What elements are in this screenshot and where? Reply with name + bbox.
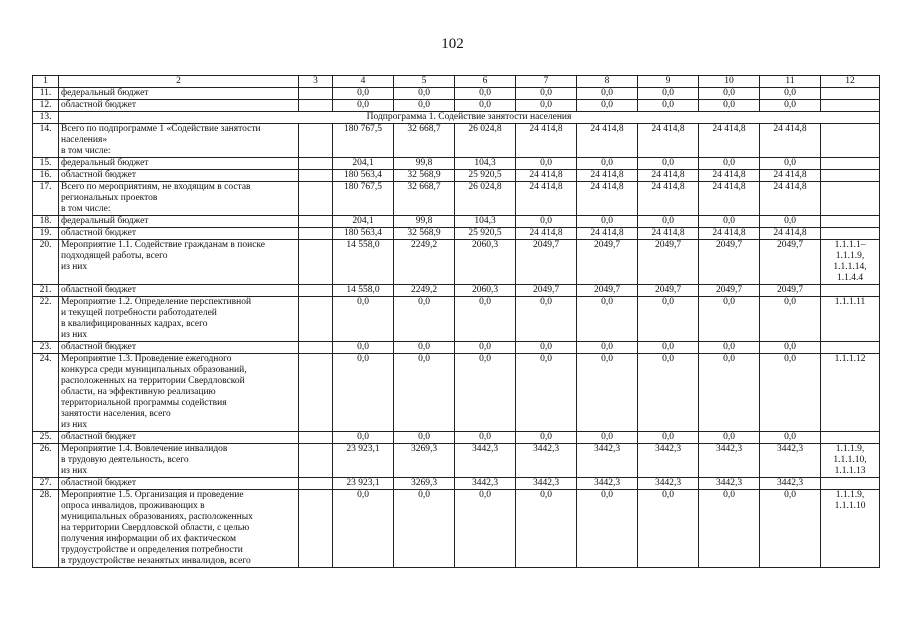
value-cell: 0,0 [760, 88, 821, 100]
row-number: 18. [33, 216, 59, 228]
row-number: 15. [33, 158, 59, 170]
target-code-cell: 1.1.1.9, 1.1.1.10, 1.1.1.13 [821, 444, 880, 478]
row-description: Мероприятие 1.5. Организация и проведение опроса инвалидов, проживающих в муниципальных образованиях, расположенных на территории Свердловской области, с целью получения информации об их фактическом трудоустройстве и определения потребности в трудоустройстве незанятых инвалидов, всего [59, 490, 299, 568]
value-cell: 0,0 [455, 432, 516, 444]
value-cell: 0,0 [516, 354, 577, 432]
row-number: 24. [33, 354, 59, 432]
value-cell: 104,3 [455, 216, 516, 228]
value-cell: 0,0 [638, 158, 699, 170]
value-cell: 3442,3 [455, 478, 516, 490]
value-cell: 0,0 [455, 354, 516, 432]
column-3-cell [299, 342, 333, 354]
value-cell: 2249,2 [394, 285, 455, 297]
value-cell: 0,0 [638, 342, 699, 354]
value-cell: 24 414,8 [699, 228, 760, 240]
column-3-cell [299, 170, 333, 182]
row-description: областной бюджет [59, 100, 299, 112]
value-cell: 0,0 [760, 216, 821, 228]
value-cell: 24 414,8 [638, 228, 699, 240]
value-cell: 0,0 [455, 88, 516, 100]
value-cell: 104,3 [455, 158, 516, 170]
subprogram-title: Подпрограмма 1. Содействие занятости населения [59, 112, 880, 124]
row-description: областной бюджет [59, 432, 299, 444]
value-cell: 0,0 [577, 354, 638, 432]
value-cell: 0,0 [638, 490, 699, 568]
row-number: 25. [33, 432, 59, 444]
value-cell: 2049,7 [577, 285, 638, 297]
value-cell: 0,0 [638, 432, 699, 444]
row-description: федеральный бюджет [59, 216, 299, 228]
value-cell: 3269,3 [394, 444, 455, 478]
value-cell: 0,0 [699, 297, 760, 342]
table-row [33, 240, 880, 285]
value-cell: 2060,3 [455, 240, 516, 285]
value-cell: 0,0 [394, 297, 455, 342]
value-cell: 0,0 [394, 342, 455, 354]
value-cell: 0,0 [577, 100, 638, 112]
value-cell: 2049,7 [638, 285, 699, 297]
value-cell: 24 414,8 [760, 182, 821, 216]
target-code-cell [821, 158, 880, 170]
row-number: 17. [33, 182, 59, 216]
value-cell: 2049,7 [516, 240, 577, 285]
value-cell: 0,0 [699, 88, 760, 100]
target-code-cell [821, 432, 880, 444]
row-number: 26. [33, 444, 59, 478]
column-3-cell [299, 432, 333, 444]
value-cell: 24 414,8 [516, 228, 577, 240]
column-3-cell [299, 100, 333, 112]
value-cell: 3442,3 [516, 444, 577, 478]
value-cell: 0,0 [638, 354, 699, 432]
column-3-cell [299, 297, 333, 342]
value-cell: 0,0 [333, 100, 394, 112]
table-row [33, 490, 880, 568]
value-cell: 14 558,0 [333, 285, 394, 297]
value-cell: 0,0 [699, 354, 760, 432]
target-code-cell [821, 228, 880, 240]
value-cell: 0,0 [577, 432, 638, 444]
row-description: федеральный бюджет [59, 158, 299, 170]
row-description: областной бюджет [59, 285, 299, 297]
value-cell: 0,0 [516, 158, 577, 170]
value-cell: 0,0 [516, 216, 577, 228]
table-row [33, 432, 880, 444]
value-cell: 0,0 [699, 490, 760, 568]
column-3-cell [299, 240, 333, 285]
value-cell: 180 563,4 [333, 228, 394, 240]
table-row [33, 285, 880, 297]
column-header: 9 [638, 76, 699, 88]
column-header: 8 [577, 76, 638, 88]
value-cell: 0,0 [699, 158, 760, 170]
row-number: 20. [33, 240, 59, 285]
page-number: 102 [441, 36, 464, 52]
value-cell: 3442,3 [638, 478, 699, 490]
value-cell: 0,0 [638, 297, 699, 342]
column-header: 5 [394, 76, 455, 88]
table-row [33, 100, 880, 112]
column-3-cell [299, 88, 333, 100]
value-cell: 32 668,7 [394, 182, 455, 216]
value-cell: 3442,3 [577, 444, 638, 478]
row-number: 12. [33, 100, 59, 112]
value-cell: 2049,7 [577, 240, 638, 285]
value-cell: 0,0 [760, 490, 821, 568]
value-cell: 24 414,8 [638, 182, 699, 216]
value-cell: 24 414,8 [577, 228, 638, 240]
target-code-cell [821, 100, 880, 112]
value-cell: 0,0 [577, 216, 638, 228]
column-3-cell [299, 216, 333, 228]
value-cell: 0,0 [638, 216, 699, 228]
row-description: Всего по мероприятиям, не входящим в состав региональных проектов в том числе: [59, 182, 299, 216]
value-cell: 0,0 [760, 432, 821, 444]
value-cell: 0,0 [577, 490, 638, 568]
value-cell: 0,0 [577, 297, 638, 342]
target-code-cell [821, 478, 880, 490]
row-number: 28. [33, 490, 59, 568]
value-cell: 24 414,8 [699, 170, 760, 182]
target-code-cell: 1.1.1.11 [821, 297, 880, 342]
value-cell: 24 414,8 [577, 124, 638, 158]
row-number: 23. [33, 342, 59, 354]
value-cell: 0,0 [699, 342, 760, 354]
column-3-cell [299, 354, 333, 432]
value-cell: 2049,7 [699, 240, 760, 285]
value-cell: 2249,2 [394, 240, 455, 285]
value-cell: 26 024,8 [455, 182, 516, 216]
value-cell: 3442,3 [699, 478, 760, 490]
row-description: Мероприятие 1.2. Определение перспективной и текущей потребности работодателей в квалифицированных кадрах, всего из них [59, 297, 299, 342]
row-description: Мероприятие 1.3. Проведение ежегодного конкурса среди муниципальных образований, расположенных на территории Свердловской области, на эффективную реализацию территориальной программы содействия занятости населения, всего из них [59, 354, 299, 432]
value-cell: 0,0 [333, 354, 394, 432]
column-header: 10 [699, 76, 760, 88]
value-cell: 25 920,5 [455, 170, 516, 182]
column-header: 3 [299, 76, 333, 88]
value-cell: 0,0 [760, 354, 821, 432]
value-cell: 0,0 [577, 342, 638, 354]
value-cell: 3442,3 [455, 444, 516, 478]
value-cell: 0,0 [394, 432, 455, 444]
value-cell: 0,0 [333, 432, 394, 444]
row-description: Мероприятие 1.1. Содействие гражданам в поиске подходящей работы, всего из них [59, 240, 299, 285]
value-cell: 25 920,5 [455, 228, 516, 240]
row-description: Всего по подпрограмме 1 «Содействие занятости населения» в том числе: [59, 124, 299, 158]
target-code-cell: 1.1.1.9, 1.1.1.10 [821, 490, 880, 568]
value-cell: 0,0 [577, 88, 638, 100]
value-cell: 0,0 [455, 100, 516, 112]
row-number: 27. [33, 478, 59, 490]
value-cell: 0,0 [455, 490, 516, 568]
target-code-cell: 1.1.1.12 [821, 354, 880, 432]
target-code-cell: 1.1.1.1– 1.1.1.9, 1.1.1.14, 1.1.4.4 [821, 240, 880, 285]
value-cell: 3442,3 [577, 478, 638, 490]
value-cell: 0,0 [638, 100, 699, 112]
column-header: 7 [516, 76, 577, 88]
value-cell: 3442,3 [516, 478, 577, 490]
column-header: 12 [821, 76, 880, 88]
table-row [33, 342, 880, 354]
row-number: 13. [33, 112, 59, 124]
target-code-cell [821, 216, 880, 228]
row-number: 22. [33, 297, 59, 342]
value-cell: 23 923,1 [333, 444, 394, 478]
value-cell: 180 767,5 [333, 124, 394, 158]
target-code-cell [821, 124, 880, 158]
value-cell: 0,0 [760, 297, 821, 342]
table-row [33, 112, 880, 124]
value-cell: 24 414,8 [760, 124, 821, 158]
value-cell: 32 668,7 [394, 124, 455, 158]
value-cell: 0,0 [394, 490, 455, 568]
value-cell: 24 414,8 [760, 170, 821, 182]
value-cell: 3442,3 [638, 444, 699, 478]
table-row [33, 297, 880, 342]
column-3-cell [299, 490, 333, 568]
table-row [33, 478, 880, 490]
value-cell: 24 414,8 [577, 170, 638, 182]
row-description: областной бюджет [59, 342, 299, 354]
value-cell: 0,0 [333, 297, 394, 342]
value-cell: 24 414,8 [699, 124, 760, 158]
value-cell: 32 568,9 [394, 170, 455, 182]
value-cell: 2049,7 [699, 285, 760, 297]
value-cell: 0,0 [760, 158, 821, 170]
value-cell: 2060,3 [455, 285, 516, 297]
target-code-cell [821, 342, 880, 354]
column-3-cell [299, 228, 333, 240]
column-header: 4 [333, 76, 394, 88]
value-cell: 204,1 [333, 216, 394, 228]
value-cell: 99,8 [394, 216, 455, 228]
value-cell: 24 414,8 [577, 182, 638, 216]
table-row [33, 354, 880, 432]
value-cell: 23 923,1 [333, 478, 394, 490]
row-number: 14. [33, 124, 59, 158]
column-3-cell [299, 182, 333, 216]
value-cell: 0,0 [394, 88, 455, 100]
table-row [33, 170, 880, 182]
value-cell: 0,0 [394, 100, 455, 112]
value-cell: 3442,3 [699, 444, 760, 478]
budget-table [32, 75, 880, 568]
column-header: 1 [33, 76, 59, 88]
value-cell: 0,0 [638, 88, 699, 100]
target-code-cell [821, 285, 880, 297]
value-cell: 0,0 [760, 100, 821, 112]
value-cell: 0,0 [760, 342, 821, 354]
value-cell: 0,0 [516, 297, 577, 342]
value-cell: 24 414,8 [760, 228, 821, 240]
row-number: 11. [33, 88, 59, 100]
target-code-cell [821, 170, 880, 182]
table-row [33, 444, 880, 478]
value-cell: 0,0 [455, 297, 516, 342]
target-code-cell [821, 182, 880, 216]
row-description: федеральный бюджет [59, 88, 299, 100]
column-header: 6 [455, 76, 516, 88]
value-cell: 0,0 [333, 342, 394, 354]
row-description: областной бюджет [59, 170, 299, 182]
value-cell: 14 558,0 [333, 240, 394, 285]
value-cell: 180 563,4 [333, 170, 394, 182]
row-number: 19. [33, 228, 59, 240]
value-cell: 0,0 [333, 490, 394, 568]
table-row [33, 228, 880, 240]
value-cell: 3442,3 [760, 478, 821, 490]
value-cell: 24 414,8 [516, 182, 577, 216]
column-header: 11 [760, 76, 821, 88]
table-row [33, 124, 880, 158]
value-cell: 2049,7 [516, 285, 577, 297]
column-3-cell [299, 158, 333, 170]
value-cell: 0,0 [699, 216, 760, 228]
table-row [33, 182, 880, 216]
value-cell: 32 568,9 [394, 228, 455, 240]
header-row [33, 76, 880, 88]
row-description: Мероприятие 1.4. Вовлечение инвалидов в трудовую деятельность, всего из них [59, 444, 299, 478]
value-cell: 26 024,8 [455, 124, 516, 158]
table-body [33, 76, 880, 568]
value-cell: 2049,7 [638, 240, 699, 285]
value-cell: 0,0 [516, 100, 577, 112]
column-3-cell [299, 478, 333, 490]
value-cell: 3442,3 [760, 444, 821, 478]
table-row [33, 88, 880, 100]
row-description: областной бюджет [59, 478, 299, 490]
value-cell: 0,0 [394, 354, 455, 432]
column-3-cell [299, 444, 333, 478]
value-cell: 204,1 [333, 158, 394, 170]
value-cell: 24 414,8 [638, 124, 699, 158]
value-cell: 24 414,8 [638, 170, 699, 182]
value-cell: 99,8 [394, 158, 455, 170]
row-description: областной бюджет [59, 228, 299, 240]
value-cell: 0,0 [699, 432, 760, 444]
value-cell: 180 767,5 [333, 182, 394, 216]
value-cell: 24 414,8 [516, 170, 577, 182]
value-cell: 0,0 [333, 88, 394, 100]
value-cell: 0,0 [516, 88, 577, 100]
value-cell: 0,0 [516, 342, 577, 354]
value-cell: 0,0 [455, 342, 516, 354]
target-code-cell [821, 88, 880, 100]
table-row [33, 158, 880, 170]
value-cell: 0,0 [577, 158, 638, 170]
row-number: 21. [33, 285, 59, 297]
value-cell: 2049,7 [760, 285, 821, 297]
value-cell: 0,0 [516, 490, 577, 568]
value-cell: 24 414,8 [699, 182, 760, 216]
value-cell: 0,0 [516, 432, 577, 444]
column-3-cell [299, 285, 333, 297]
value-cell: 24 414,8 [516, 124, 577, 158]
column-3-cell [299, 124, 333, 158]
row-number: 16. [33, 170, 59, 182]
column-header: 2 [59, 76, 299, 88]
table-row [33, 216, 880, 228]
value-cell: 0,0 [699, 100, 760, 112]
value-cell: 2049,7 [760, 240, 821, 285]
value-cell: 3269,3 [394, 478, 455, 490]
